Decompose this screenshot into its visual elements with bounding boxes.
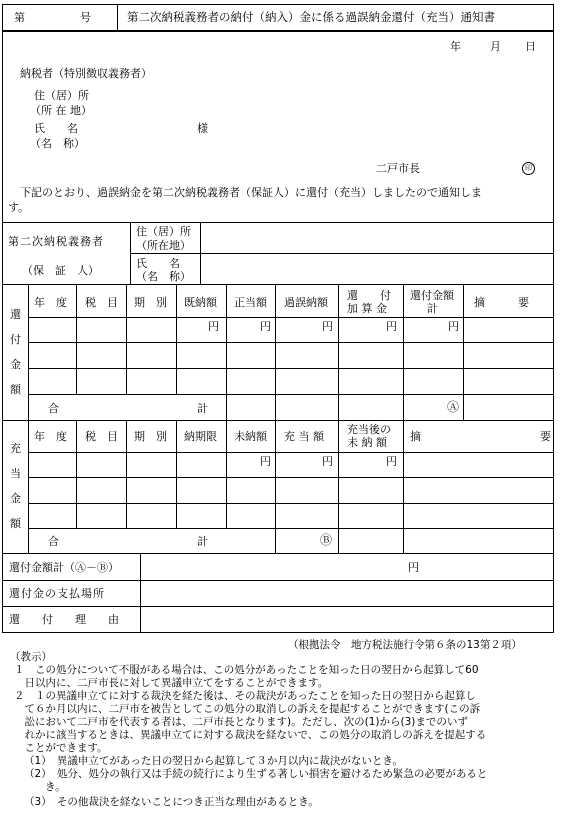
refund-h-overpaid: 過誤納額 <box>284 296 328 309</box>
issuer-seal: 印 <box>522 162 535 175</box>
refund-h-interest2: 加 算 金 <box>347 302 387 315</box>
note-line-3: ２ １の異議申立てに対する裁決を経た後は、その裁決があったことを知った日の翌日から起算し <box>14 690 476 702</box>
note-line-2: 日以内に、二戸市長に対して異議申立てをすることができます。 <box>14 677 329 689</box>
refund-yen-overpaid: 円 <box>322 320 333 333</box>
reason-label: 還 付 理 由 <box>9 613 119 626</box>
refund-h-amount1: 還付金額 <box>410 289 454 302</box>
alloc-side-3: 金 <box>10 492 21 505</box>
refund-col7 <box>403 284 404 420</box>
alloc-yen-unpaid: 円 <box>260 455 271 468</box>
guarantor-title-label: （名 称） <box>136 270 191 283</box>
refund-side-2: 付 <box>10 333 21 346</box>
alloc-total-label: 合 <box>48 535 59 548</box>
refund-h-interest1: 還 付 <box>347 289 391 302</box>
alloc-side-1: 充 <box>10 442 21 455</box>
refund-row4 <box>28 394 554 395</box>
honorific: 様 <box>197 122 208 135</box>
alloc-col4 <box>226 420 227 528</box>
refund-side-1: 還 <box>10 308 21 321</box>
note-line-9: （2） 処分、処分の執行又は手続の続行により生ずる著しい損害を避けるため緊急の必要があると <box>24 768 488 780</box>
alloc-h-after1: 充当後の <box>347 423 391 436</box>
note-line-1: １ この処分について不服がある場合は、この処分があったことを知った日の翌日から起算して60 <box>14 664 479 676</box>
intro-line1: 下記のとおり、過誤納金を第二次納税義務者（保証人）に還付（充当）しましたので通知しま <box>20 186 482 199</box>
alloc-col3 <box>176 420 177 528</box>
guarantor-location-label: （所在地） <box>136 239 191 252</box>
alloc-h-deadline: 納期限 <box>184 430 217 443</box>
note-line-8: （1） 異議申立てがあった日の翌日から起算して３か月以内に裁決がないとき。 <box>24 755 403 767</box>
refund-total-row-yen: 円 <box>408 561 419 574</box>
taxpayer-title-label: （名 称） <box>30 137 85 150</box>
refund-bottom <box>2 420 554 421</box>
alloc-h-after2: 未 納 額 <box>347 436 387 449</box>
note-line-5: 訟において二戸市を代表する者は、二戸市長となります)。ただし、次の(1)から(3)までのいず <box>14 716 468 728</box>
bottom-div <box>140 553 141 633</box>
refund-h-paid: 既納額 <box>184 296 217 309</box>
guarantor-label: 第二次納税義務者 <box>8 235 104 248</box>
guarantor-address-label: 住（居）所 <box>136 225 191 238</box>
refund-col4 <box>226 284 227 420</box>
date-month: 月 <box>490 40 501 53</box>
payment-place-label: 還付金の支払場所 <box>9 587 105 600</box>
guarantor-bottom-line <box>2 284 554 285</box>
note-line-10: き。 <box>24 781 66 793</box>
alloc-row1 <box>28 452 554 453</box>
number-label: 第 <box>14 11 25 24</box>
number-suffix: 号 <box>80 11 91 24</box>
alloc-yen-allocated: 円 <box>322 455 333 468</box>
taxpayer-heading: 納税者（特別徴収義務者） <box>20 67 152 80</box>
note-line-7: ことができます。 <box>14 742 108 754</box>
alloc-h-unpaid: 未納額 <box>234 430 267 443</box>
refund-total-label2: 計 <box>197 402 208 415</box>
refund-yen-paid: 円 <box>208 320 219 333</box>
guarantor-sublabel: （保 証 人） <box>22 264 99 277</box>
alloc-side-4: 額 <box>10 517 21 530</box>
alloc-h-remarks1: 摘 <box>410 430 421 443</box>
alloc-h-allocated: 充 当 額 <box>284 430 324 443</box>
refund-col6 <box>338 284 339 420</box>
date-year: 年 <box>450 40 461 53</box>
taxpayer-location-label: （所 在 地） <box>30 104 92 117</box>
refund-row1 <box>28 317 554 318</box>
refund-col8 <box>463 284 464 420</box>
alloc-col1 <box>76 420 77 528</box>
date-day: 日 <box>525 40 536 53</box>
refund-total-row-label: 還付金額計（Ⓐ－Ⓑ） <box>9 561 119 574</box>
refund-total-label: 合 <box>48 402 59 415</box>
refund-row2 <box>28 342 554 343</box>
guarantor-mid-line <box>130 253 554 254</box>
alloc-h-period: 期 別 <box>134 430 167 443</box>
alloc-col2 <box>126 420 127 528</box>
legal-basis: （根拠法令 地方税法施行令第６条の13第２項） <box>288 639 522 651</box>
guarantor-div2 <box>200 222 201 284</box>
intro-line2: す。 <box>8 201 30 214</box>
alloc-total-label2: 計 <box>197 535 208 548</box>
refund-col3 <box>176 284 177 394</box>
note-line-6: れかに該当するときは、異議申立てに対する裁決を経ないで、この処分の取消しの訴えを提起する <box>14 729 487 741</box>
alloc-row3 <box>28 503 554 504</box>
bottom-row2 <box>2 606 554 607</box>
alloc-side-2: 当 <box>10 467 21 480</box>
guarantor-top-line <box>2 222 554 223</box>
alloc-side-div <box>28 420 29 553</box>
refund-col1 <box>76 284 77 394</box>
alloc-row4 <box>28 528 554 529</box>
alloc-col6 <box>338 420 339 553</box>
alloc-col5 <box>275 420 276 553</box>
alloc-col7 <box>403 420 404 553</box>
refund-h-tax: 税 目 <box>85 296 118 309</box>
refund-side-4: 額 <box>10 383 21 396</box>
refund-yen-interest: 円 <box>386 320 397 333</box>
alloc-row2 <box>28 477 554 478</box>
refund-h-remarks: 摘 要 <box>474 296 529 309</box>
refund-col5 <box>275 284 276 420</box>
refund-yen-amount: 円 <box>448 320 459 333</box>
refund-h-amount2: 計 <box>427 302 438 315</box>
note-line-4: て６か月以内に、二戸市を被告としてこの処分の取消しの訴えを提起することができます(この訴 <box>14 703 481 715</box>
refund-row3 <box>28 368 554 369</box>
refund-yen-proper: 円 <box>260 320 271 333</box>
document-title: 第二次納税義務者の納付（納入）金に係る過誤納金還付（充当）通知書 <box>127 10 495 24</box>
refund-side-3: 金 <box>10 358 21 371</box>
refund-h-proper: 正当額 <box>234 296 267 309</box>
refund-h-period: 期 別 <box>134 296 167 309</box>
alloc-h-year: 年 度 <box>34 430 67 443</box>
main-frame <box>2 31 554 633</box>
alloc-h-remarks2: 要 <box>540 430 551 443</box>
title-divider <box>117 4 118 31</box>
alloc-yen-after: 円 <box>386 455 397 468</box>
issuer-name: 二戸市長 <box>376 162 420 175</box>
note-line-11: （3） その他裁決を経ないことにつき正当な理由があるとき。 <box>24 796 319 808</box>
alloc-total-mark: Ⓑ <box>320 533 333 547</box>
refund-col2 <box>126 284 127 394</box>
taxpayer-address-label: 住（居）所 <box>34 89 89 102</box>
refund-total-mark: Ⓐ <box>447 400 460 414</box>
refund-h-year: 年 度 <box>34 296 67 309</box>
alloc-h-tax: 税 目 <box>85 430 118 443</box>
guarantor-div1 <box>130 222 131 284</box>
guarantor-name-label: 氏 名 <box>136 257 180 270</box>
notes-heading: （教示） <box>10 651 52 663</box>
taxpayer-name-label: 氏 名 <box>34 122 78 135</box>
bottom-row1 <box>2 580 554 581</box>
alloc-bottom <box>2 553 554 554</box>
refund-side-div <box>28 284 29 420</box>
